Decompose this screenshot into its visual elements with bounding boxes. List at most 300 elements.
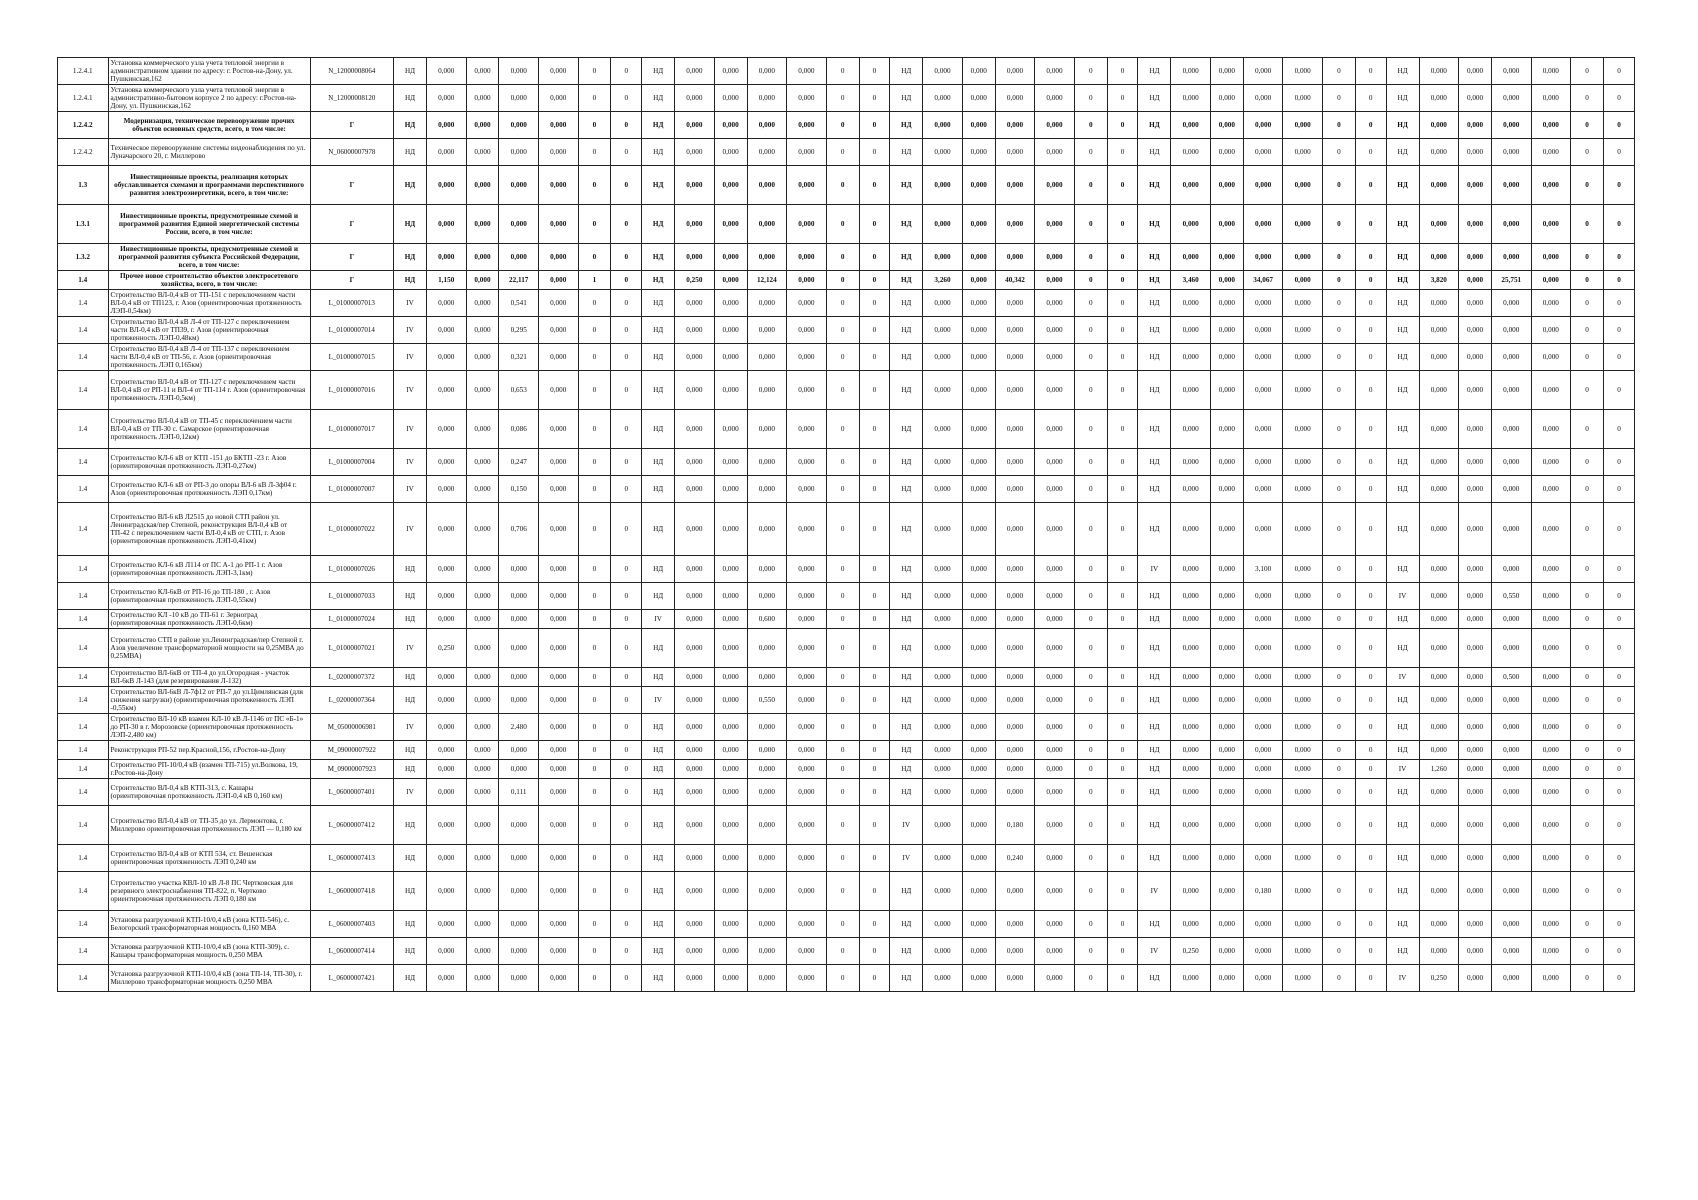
project-id-cell: L_01000007021 (310, 629, 393, 668)
value-cell: 0 (1074, 911, 1107, 938)
value-cell: 0,000 (426, 290, 466, 317)
value-cell: 0 (859, 410, 890, 449)
value-cell: 0,000 (1531, 344, 1571, 371)
value-cell: 0,000 (1419, 610, 1459, 629)
value-cell: 0 (1107, 629, 1138, 668)
value-cell: 0,000 (1171, 205, 1211, 244)
project-id-cell: L_01000007004 (310, 449, 393, 476)
value-cell: НД (642, 449, 675, 476)
value-cell: 0,000 (1459, 779, 1492, 806)
project-id-cell: L_06000007418 (310, 872, 393, 911)
value-cell: 0 (578, 290, 611, 317)
value-cell: 0 (578, 556, 611, 583)
value-cell: 0,000 (1459, 205, 1492, 244)
value-cell: НД (642, 166, 675, 205)
value-cell: НД (394, 271, 427, 290)
value-cell: 0,000 (1035, 668, 1075, 687)
value-cell: 0,000 (1210, 205, 1243, 244)
value-cell: 0 (1322, 629, 1355, 668)
value-cell: 0,000 (714, 806, 747, 845)
value-cell: 0 (1355, 85, 1386, 112)
project-name-cell: Техническое перевооружение системы видеонаблюдения по ул. Луначарского 20, г. Миллерово (108, 139, 310, 166)
value-cell: 0 (859, 583, 890, 610)
value-cell: 0,000 (675, 714, 715, 741)
row-number-cell: 1.4 (58, 476, 109, 503)
value-cell: 0,000 (426, 344, 466, 371)
value-cell: 0 (1355, 476, 1386, 503)
value-cell: 0,000 (962, 687, 995, 714)
value-cell: 0,000 (1035, 583, 1075, 610)
value-cell: 0,000 (1210, 687, 1243, 714)
value-cell: 0,321 (499, 344, 539, 371)
value-cell: 0,000 (1171, 371, 1211, 410)
value-cell: 0,000 (426, 205, 466, 244)
value-cell: 0,000 (1171, 112, 1211, 139)
value-cell: 0,000 (538, 965, 578, 992)
value-cell: НД (1138, 741, 1171, 760)
value-cell: 0 (611, 166, 642, 205)
value-cell: 0 (1571, 317, 1604, 344)
value-cell: 0,000 (1492, 410, 1532, 449)
value-cell: 0,000 (923, 668, 963, 687)
value-cell: 0,000 (1171, 872, 1211, 911)
value-cell: 0,000 (962, 668, 995, 687)
value-cell: 0 (1107, 344, 1138, 371)
value-cell: 0,000 (675, 503, 715, 556)
value-cell: 0,000 (1035, 290, 1075, 317)
project-name-cell: Строительство ВЛ-0,4 кВ от КТП 534, ст. Вешенская ориентировочная протяженность ЛЭП 0,240 км (108, 845, 310, 872)
value-cell: IV (1138, 556, 1171, 583)
value-cell: 0,000 (1283, 85, 1323, 112)
value-cell: 0,000 (1243, 476, 1283, 503)
value-cell: 3,820 (1419, 271, 1459, 290)
value-cell: 0 (1322, 938, 1355, 965)
value-cell: 0,000 (1035, 166, 1075, 205)
value-cell: НД (890, 205, 923, 244)
value-cell: НД (1138, 911, 1171, 938)
value-cell: 0,000 (466, 166, 499, 205)
value-cell: 0,000 (538, 779, 578, 806)
value-cell: 0 (1355, 244, 1386, 271)
value-cell: 0 (859, 845, 890, 872)
value-cell: НД (890, 872, 923, 911)
value-cell: 0,000 (1492, 371, 1532, 410)
value-cell: IV (394, 629, 427, 668)
value-cell: 0 (1107, 845, 1138, 872)
value-cell: 0,000 (1171, 583, 1211, 610)
value-cell: 0 (578, 476, 611, 503)
row-number-cell: 1.4 (58, 371, 109, 410)
value-cell: 0,000 (1243, 845, 1283, 872)
value-cell: НД (394, 58, 427, 85)
value-cell: 0 (578, 806, 611, 845)
value-cell: 0,000 (1210, 139, 1243, 166)
table-row (58, 58, 1635, 85)
value-cell: 0,000 (962, 741, 995, 760)
value-cell: 0,000 (1531, 687, 1571, 714)
value-cell: 0,000 (499, 166, 539, 205)
value-cell: НД (1386, 205, 1419, 244)
value-cell: НД (642, 290, 675, 317)
value-cell: 0,000 (499, 741, 539, 760)
value-cell: 0 (1322, 271, 1355, 290)
project-id-cell: L_01000007014 (310, 317, 393, 344)
value-cell: 0 (1074, 290, 1107, 317)
value-cell: 0,000 (787, 965, 827, 992)
value-cell: 0,000 (538, 58, 578, 85)
value-cell: 0,000 (714, 741, 747, 760)
project-name-cell: Инвестиционные проекты, реализация которых обуславливается схемами и программами перспективного развития электроэнергетики, всего, в том числе: (108, 166, 310, 205)
value-cell: 0 (578, 629, 611, 668)
value-cell: 0 (1107, 476, 1138, 503)
value-cell: НД (394, 806, 427, 845)
value-cell: 0,000 (923, 85, 963, 112)
value-cell: 0,000 (1210, 58, 1243, 85)
value-cell: 0,000 (1210, 371, 1243, 410)
value-cell: 0 (1107, 371, 1138, 410)
value-cell: 0,000 (1243, 112, 1283, 139)
value-cell: 0 (826, 503, 859, 556)
value-cell: 0 (1322, 205, 1355, 244)
value-cell: 0,000 (675, 806, 715, 845)
value-cell: 0,000 (1035, 845, 1075, 872)
value-cell: 0 (1107, 449, 1138, 476)
value-cell: 0,000 (1171, 845, 1211, 872)
row-number-cell: 1.4 (58, 629, 109, 668)
value-cell: 0,000 (995, 610, 1035, 629)
value-cell: 0 (1322, 317, 1355, 344)
value-cell: 0,000 (995, 779, 1035, 806)
project-name-cell: Установка коммерческого узла учета тепловой энергии в административном здании по адресу: г. Ростов-на-Дону, ул. Пушкинская,162 (108, 58, 310, 85)
value-cell: 0,000 (1283, 938, 1323, 965)
value-cell: 0,000 (962, 610, 995, 629)
value-cell: 0 (826, 556, 859, 583)
value-cell: 0,000 (1243, 610, 1283, 629)
value-cell: НД (394, 687, 427, 714)
value-cell: 0 (859, 503, 890, 556)
value-cell: 0 (1074, 610, 1107, 629)
value-cell: 0,000 (1531, 410, 1571, 449)
value-cell: 0,000 (962, 938, 995, 965)
value-cell: 0,250 (1419, 965, 1459, 992)
value-cell: 0 (1322, 85, 1355, 112)
value-cell: 0,000 (1492, 503, 1532, 556)
value-cell: 0,000 (1171, 556, 1211, 583)
value-cell: 0 (1355, 714, 1386, 741)
value-cell: 0,000 (1210, 760, 1243, 779)
table-row (58, 938, 1635, 965)
value-cell: НД (1138, 85, 1171, 112)
value-cell: 0,000 (1171, 806, 1211, 845)
value-cell: НД (394, 965, 427, 992)
value-cell: 0,000 (1492, 166, 1532, 205)
value-cell: НД (1138, 668, 1171, 687)
value-cell: 0,000 (1243, 449, 1283, 476)
value-cell: 0 (1322, 965, 1355, 992)
project-name-cell: Модернизация, техническое перевооружение прочих объектов основных средств, всего, в том числе: (108, 112, 310, 139)
value-cell: 0 (1571, 410, 1604, 449)
table-row (58, 629, 1635, 668)
value-cell: 0 (1107, 610, 1138, 629)
value-cell: 0,000 (499, 58, 539, 85)
row-number-cell: 1.4 (58, 965, 109, 992)
value-cell: 0,000 (787, 760, 827, 779)
value-cell: 0,000 (787, 166, 827, 205)
value-cell: НД (642, 760, 675, 779)
value-cell: 0,000 (995, 244, 1035, 271)
value-cell: 0 (1571, 271, 1604, 290)
table-row (58, 139, 1635, 166)
value-cell: 0,000 (675, 139, 715, 166)
value-cell: 0,000 (1419, 112, 1459, 139)
value-cell: 0,000 (747, 556, 787, 583)
value-cell: 0,000 (675, 344, 715, 371)
value-cell: 0 (826, 271, 859, 290)
value-cell: 0,000 (1243, 687, 1283, 714)
value-cell: НД (642, 583, 675, 610)
value-cell: 0 (1107, 668, 1138, 687)
value-cell: 0 (1074, 166, 1107, 205)
value-cell: 0,000 (1035, 687, 1075, 714)
value-cell: 0,000 (426, 112, 466, 139)
value-cell: 0,000 (995, 344, 1035, 371)
value-cell: НД (890, 583, 923, 610)
project-id-cell: Г (310, 112, 393, 139)
value-cell: 0 (1571, 503, 1604, 556)
value-cell: 0,000 (995, 687, 1035, 714)
value-cell: 0 (1604, 476, 1635, 503)
value-cell: 0,000 (714, 779, 747, 806)
table-row (58, 687, 1635, 714)
value-cell: 0 (1355, 583, 1386, 610)
value-cell: 0,000 (675, 911, 715, 938)
value-cell: 0,000 (1243, 714, 1283, 741)
project-name-cell: Строительство СТП в районе ул.Ленинградская/пер Степной г. Азов увеличение трансформаторной мощности на 0,25МВА до 0,25МВА) (108, 629, 310, 668)
value-cell: 0,000 (1171, 58, 1211, 85)
value-cell: 0 (1107, 741, 1138, 760)
value-cell: 0,000 (995, 760, 1035, 779)
value-cell: 0,000 (466, 244, 499, 271)
value-cell: 0,000 (923, 503, 963, 556)
value-cell: 0,000 (1210, 872, 1243, 911)
value-cell: 0,000 (1243, 317, 1283, 344)
value-cell: 0,000 (675, 872, 715, 911)
value-cell: 0,000 (787, 556, 827, 583)
value-cell: 0 (1355, 872, 1386, 911)
table-row (58, 410, 1635, 449)
value-cell: 0 (826, 371, 859, 410)
value-cell: 0,000 (787, 85, 827, 112)
value-cell: НД (1138, 139, 1171, 166)
table-row (58, 668, 1635, 687)
value-cell: 0,000 (962, 806, 995, 845)
value-cell: 22,117 (499, 271, 539, 290)
value-cell: 0,000 (1419, 344, 1459, 371)
value-cell: 0,000 (426, 911, 466, 938)
value-cell: 0 (611, 205, 642, 244)
value-cell: 0,000 (466, 668, 499, 687)
value-cell: НД (890, 139, 923, 166)
value-cell: 0 (611, 139, 642, 166)
value-cell: 0,000 (787, 687, 827, 714)
value-cell: 0,000 (1492, 687, 1532, 714)
value-cell: НД (1386, 556, 1419, 583)
value-cell: 0,000 (962, 583, 995, 610)
project-id-cell: L_01000007015 (310, 344, 393, 371)
row-number-cell: 1.3 (58, 166, 109, 205)
value-cell: 0 (859, 779, 890, 806)
value-cell: 0 (826, 344, 859, 371)
value-cell: 0 (1571, 629, 1604, 668)
value-cell: 0,000 (995, 205, 1035, 244)
value-cell: 0 (1571, 556, 1604, 583)
value-cell: 0,000 (426, 244, 466, 271)
value-cell: 0 (611, 741, 642, 760)
value-cell: 0,000 (466, 503, 499, 556)
row-number-cell: 1.4 (58, 317, 109, 344)
value-cell: 0 (859, 687, 890, 714)
value-cell: 0,000 (787, 410, 827, 449)
value-cell: 0,000 (499, 938, 539, 965)
value-cell: 0 (826, 317, 859, 344)
value-cell: 0,000 (1492, 938, 1532, 965)
value-cell: 0,000 (1531, 806, 1571, 845)
value-cell: 0 (1074, 476, 1107, 503)
project-id-cell: L_06000007421 (310, 965, 393, 992)
value-cell: 0,000 (1419, 845, 1459, 872)
value-cell: 0,000 (1283, 317, 1323, 344)
value-cell: 0,000 (747, 503, 787, 556)
table-row (58, 449, 1635, 476)
value-cell: НД (642, 556, 675, 583)
row-number-cell: 1.4 (58, 503, 109, 556)
value-cell: 0,000 (1419, 779, 1459, 806)
value-cell: 0 (1074, 806, 1107, 845)
project-name-cell: Строительство ВЛ-0,4 кВ Л-4 от ТП-137 с переключением части ВЛ-0,4 кВ от ТП-56, г. Азов (ориентировочная протяженность ЛЭП 0,165км) (108, 344, 310, 371)
value-cell: 0,000 (962, 344, 995, 371)
value-cell: 0,000 (426, 965, 466, 992)
value-cell: 0,000 (1210, 583, 1243, 610)
value-cell: НД (1138, 166, 1171, 205)
value-cell: 0,000 (1210, 410, 1243, 449)
value-cell: 0,000 (466, 112, 499, 139)
value-cell: 0,000 (1171, 449, 1211, 476)
value-cell: 0 (1571, 687, 1604, 714)
project-name-cell: Установка разгрузочной КТП-10/0,4 кВ (зона КТП-546), с. Белогорский трансформаторная мощность 0,160 МВА (108, 911, 310, 938)
value-cell: 0,000 (1531, 741, 1571, 760)
value-cell: 0,000 (747, 741, 787, 760)
value-cell: 0,000 (675, 583, 715, 610)
project-id-cell: L_01000007022 (310, 503, 393, 556)
value-cell: 0 (1074, 556, 1107, 583)
value-cell: 0 (1107, 556, 1138, 583)
value-cell: 0,000 (995, 410, 1035, 449)
value-cell: 0,000 (747, 344, 787, 371)
value-cell: 0 (1355, 371, 1386, 410)
value-cell: 0 (1074, 344, 1107, 371)
value-cell: 0,000 (787, 139, 827, 166)
value-cell: 0,000 (787, 244, 827, 271)
value-cell: 0,000 (1035, 205, 1075, 244)
value-cell: 0 (1074, 112, 1107, 139)
value-cell: 0,000 (923, 714, 963, 741)
value-cell: 0,000 (675, 779, 715, 806)
value-cell: 0,000 (747, 476, 787, 503)
value-cell: 0,000 (1243, 938, 1283, 965)
value-cell: 0 (1107, 938, 1138, 965)
value-cell: 0,000 (995, 741, 1035, 760)
value-cell: 0,000 (923, 139, 963, 166)
value-cell: 0 (578, 668, 611, 687)
value-cell: 0,000 (714, 449, 747, 476)
value-cell: 3,260 (923, 271, 963, 290)
value-cell: 0,000 (538, 845, 578, 872)
value-cell: 0 (1322, 668, 1355, 687)
value-cell: 0 (859, 271, 890, 290)
value-cell: 0 (1604, 668, 1635, 687)
value-cell: НД (1386, 290, 1419, 317)
value-cell: 0 (1604, 629, 1635, 668)
value-cell: 0,000 (1243, 779, 1283, 806)
value-cell: 0,000 (1171, 476, 1211, 503)
value-cell: 0,000 (466, 344, 499, 371)
value-cell: 0 (611, 806, 642, 845)
value-cell: 0 (826, 244, 859, 271)
value-cell: 0,000 (1492, 556, 1532, 583)
value-cell: 0,000 (1492, 58, 1532, 85)
value-cell: 0,000 (962, 85, 995, 112)
value-cell: 0 (578, 317, 611, 344)
value-cell: НД (642, 741, 675, 760)
value-cell: 0,000 (995, 911, 1035, 938)
value-cell: 0,000 (538, 872, 578, 911)
value-cell: 0,000 (747, 806, 787, 845)
value-cell: 0,000 (1492, 610, 1532, 629)
value-cell: 0,000 (1243, 965, 1283, 992)
value-cell: НД (1386, 779, 1419, 806)
value-cell: 0,000 (1243, 139, 1283, 166)
value-cell: 0,000 (1419, 556, 1459, 583)
value-cell: 0,000 (1210, 503, 1243, 556)
table-row (58, 583, 1635, 610)
value-cell: IV (394, 714, 427, 741)
value-cell: 0,000 (675, 687, 715, 714)
value-cell: 0,541 (499, 290, 539, 317)
value-cell: 0,000 (466, 779, 499, 806)
value-cell: IV (394, 371, 427, 410)
value-cell: 0,000 (714, 290, 747, 317)
value-cell: 0,000 (499, 965, 539, 992)
value-cell: 0,000 (1283, 271, 1323, 290)
value-cell: 0 (1355, 668, 1386, 687)
value-cell: НД (890, 965, 923, 992)
value-cell: НД (1386, 166, 1419, 205)
value-cell: 0,000 (714, 965, 747, 992)
value-cell: 0,000 (426, 806, 466, 845)
row-number-cell: 1.2.4.1 (58, 58, 109, 85)
value-cell: 0 (1604, 556, 1635, 583)
value-cell: НД (890, 290, 923, 317)
value-cell: 0 (578, 911, 611, 938)
value-cell: 0 (1322, 244, 1355, 271)
value-cell: 0 (1604, 911, 1635, 938)
value-cell: 0,000 (1459, 410, 1492, 449)
value-cell: 0 (859, 371, 890, 410)
row-number-cell: 1.4 (58, 806, 109, 845)
value-cell: 0,000 (714, 244, 747, 271)
value-cell: 0 (578, 845, 611, 872)
value-cell: 0,000 (538, 85, 578, 112)
